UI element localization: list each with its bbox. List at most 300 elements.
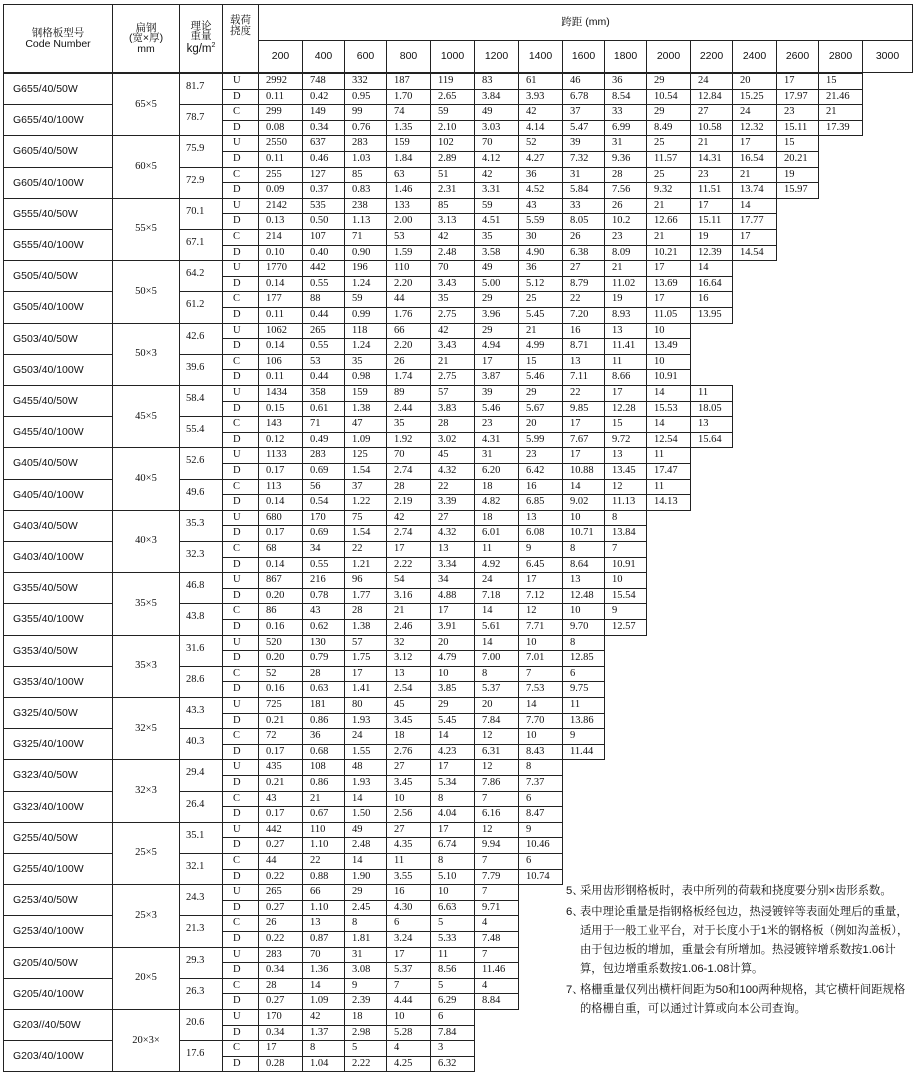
- span-cell-value: 7: [612, 543, 618, 554]
- span-cell: [776, 120, 819, 137]
- span-cell-value: 0.27: [266, 901, 285, 913]
- span-cell: [302, 978, 345, 995]
- span-cell-value: 0.86: [310, 777, 329, 788]
- span-cell-value: 3.34: [438, 558, 457, 570]
- table-notes: [566, 882, 911, 1021]
- flat-bar-size-value: 35×3: [135, 660, 157, 672]
- span-cell: [646, 213, 691, 230]
- load-type-label: U: [233, 511, 241, 523]
- header-code-en-label: Code Number: [25, 37, 91, 50]
- span-cell-value: 21: [394, 605, 405, 617]
- span-cell: [474, 385, 519, 402]
- span-cell: [386, 354, 431, 371]
- span-cell-value: 14: [310, 979, 321, 991]
- span-cell: [562, 151, 605, 168]
- load-type-label: D: [233, 153, 241, 164]
- span-cell-value: 44: [266, 855, 277, 866]
- load-type: [222, 791, 259, 808]
- span-cell: [344, 884, 387, 901]
- span-cell: [344, 276, 387, 293]
- load-type: [222, 869, 259, 886]
- theoretical-weight: [179, 135, 223, 167]
- span-cell-value: 10: [570, 511, 581, 523]
- span-cell: [474, 697, 519, 714]
- load-type: [222, 167, 259, 184]
- span-cell: [430, 681, 475, 698]
- load-type: [222, 447, 259, 464]
- span-cell-value: 85: [352, 168, 363, 180]
- span-cell: [258, 603, 303, 620]
- span-value: 1000: [440, 50, 465, 63]
- code-number: G555/40/50W: [13, 207, 78, 220]
- weight-value: 35.1: [186, 829, 205, 841]
- weight-value: 72.9: [186, 174, 205, 186]
- span-cell: [818, 104, 863, 121]
- theoretical-weight: [179, 853, 223, 885]
- span-cell-value: 22: [310, 855, 321, 866]
- span-cell-value: 2.56: [394, 808, 413, 820]
- span-cell: [302, 369, 345, 386]
- span-cell-value: 0.11: [266, 309, 284, 320]
- span-cell: [430, 1009, 475, 1026]
- header-weight-label: 重量: [190, 30, 212, 43]
- span-cell-value: 71: [352, 231, 363, 242]
- load-type-label: U: [233, 1011, 241, 1022]
- weight-value: 40.3: [186, 736, 205, 748]
- header-weight-unit-sup: 2: [211, 41, 216, 49]
- span-cell: [732, 229, 777, 246]
- span-cell-value: 20.21: [784, 153, 808, 164]
- span-cell-value: 37: [352, 480, 363, 492]
- span-cell-value: 23: [526, 449, 537, 461]
- load-type-label: C: [233, 543, 241, 554]
- span-cell: [302, 135, 345, 152]
- span-cell-value: 13: [612, 324, 623, 336]
- span-cell-value: 7.56: [612, 184, 631, 196]
- span-cell: [690, 104, 733, 121]
- span-cell: [430, 1040, 475, 1057]
- span-cell-value: 11: [654, 449, 665, 461]
- span-cell: [518, 416, 563, 433]
- span-cell-value: 187: [394, 75, 410, 86]
- span-cell-value: 127: [310, 168, 326, 180]
- span-cell-value: 7.84: [482, 714, 501, 726]
- row-code: [3, 697, 113, 729]
- span-cell: [646, 432, 691, 449]
- span-cell: [258, 681, 303, 698]
- span-cell: [302, 869, 345, 886]
- span-cell-value: 0.88: [310, 870, 329, 882]
- span-cell-value: 2.31: [438, 184, 457, 196]
- span-cell: [562, 167, 605, 184]
- span-cell-value: 5.84: [570, 184, 589, 196]
- header-load-label: 载荷: [230, 14, 251, 26]
- span-cell: [302, 541, 345, 558]
- span-cell-value: 3.91: [438, 621, 457, 632]
- load-type: [222, 213, 259, 230]
- load-type: [222, 915, 259, 932]
- span-cell-value: 9: [526, 543, 532, 554]
- span-cell: [562, 666, 605, 683]
- span-cell: [732, 89, 777, 106]
- span-cell-value: 283: [352, 137, 368, 149]
- weight-value: 21.3: [186, 923, 205, 935]
- span-cell-value: 17: [740, 137, 751, 149]
- span-cell-value: 17.97: [784, 90, 808, 102]
- span-cell: [430, 915, 475, 932]
- span-cell-value: 4.23: [438, 745, 457, 757]
- span-cell: [646, 401, 691, 418]
- span-cell: [604, 260, 647, 277]
- span-cell-value: 2.45: [352, 901, 371, 913]
- load-type-label: U: [233, 75, 241, 86]
- span-cell: [302, 447, 345, 464]
- span-cell: [302, 993, 345, 1010]
- span-cell-value: 1.41: [352, 683, 371, 695]
- span-cell-value: 0.46: [310, 153, 329, 164]
- span-cell-value: 5.59: [526, 215, 545, 227]
- span-cell: [430, 307, 475, 324]
- span-cell-value: 10: [654, 324, 665, 336]
- span-cell-value: 8: [438, 855, 444, 866]
- span-cell-value: 6.29: [438, 995, 457, 1007]
- span-cell-value: 20: [526, 418, 537, 430]
- theoretical-weight: [179, 73, 223, 105]
- span-cell: [344, 494, 387, 511]
- span-cell: [604, 276, 647, 293]
- span-cell-value: 9.32: [654, 184, 673, 196]
- span-cell-value: 23: [612, 231, 623, 242]
- span-cell-value: 12.85: [570, 652, 594, 664]
- span-cell: [344, 307, 387, 324]
- span-cell-value: 0.08: [266, 121, 285, 133]
- span-cell: [604, 167, 647, 184]
- span-cell-value: 5.10: [438, 870, 457, 882]
- theoretical-weight: [179, 385, 223, 417]
- span-cell-value: 0.55: [310, 558, 329, 570]
- span-cell: [474, 291, 519, 308]
- weight-value: 78.7: [186, 112, 205, 124]
- span-cell: [474, 744, 519, 761]
- span-cell-value: 0.15: [266, 402, 285, 414]
- span-cell-value: 11: [570, 699, 581, 710]
- span-cell: [646, 198, 691, 215]
- load-type-label: D: [233, 402, 241, 414]
- span-cell-value: 22: [438, 480, 449, 492]
- flat-bar-size: [112, 1009, 180, 1072]
- load-type: [222, 135, 259, 152]
- span-cell-value: 12.48: [570, 589, 594, 601]
- span-cell-value: 11.02: [612, 277, 636, 289]
- span-cell-value: 4.35: [394, 839, 413, 851]
- header-flat-bar-flat-bar: 扁钢: [135, 21, 157, 34]
- row-code: [3, 385, 113, 417]
- span-cell: [258, 728, 303, 745]
- load-type-label: U: [233, 948, 241, 960]
- span-cell: [562, 650, 605, 667]
- span-cell: [302, 900, 345, 917]
- span-cell: [430, 291, 475, 308]
- load-type-label: D: [233, 496, 241, 508]
- span-cell: [646, 276, 691, 293]
- span-cell-value: 89: [394, 387, 405, 398]
- span-cell: [344, 479, 387, 496]
- span-cell: [302, 338, 345, 355]
- span-cell: [430, 432, 475, 449]
- span-cell: [562, 198, 605, 215]
- span-cell: [344, 619, 387, 636]
- span-cell: [258, 307, 303, 324]
- code-number: G255/40/50W: [13, 831, 78, 844]
- span-cell: [646, 120, 691, 137]
- load-type-label: D: [233, 870, 241, 882]
- header-span-1400: [518, 40, 563, 73]
- span-cell-value: 2.10: [438, 121, 457, 133]
- span-cell: [386, 1040, 431, 1057]
- span-cell-value: 9.85: [570, 402, 589, 414]
- span-cell: [344, 791, 387, 808]
- span-cell-value: 72: [266, 730, 277, 742]
- load-type: [222, 432, 259, 449]
- span-cell: [646, 245, 691, 262]
- span-cell-value: 0.44: [310, 371, 329, 383]
- span-cell-value: 196: [352, 262, 368, 274]
- span-cell-value: 19: [612, 293, 623, 305]
- span-cell: [430, 822, 475, 839]
- span-cell: [732, 151, 777, 168]
- span-cell: [732, 120, 777, 137]
- span-cell-value: 7.67: [570, 433, 589, 445]
- span-cell: [518, 557, 563, 574]
- span-cell: [302, 354, 345, 371]
- span-cell: [474, 245, 519, 262]
- span-cell-value: 4.88: [438, 589, 457, 601]
- span-cell-value: 4: [394, 1042, 400, 1054]
- span-cell: [302, 884, 345, 901]
- note-number: 6、: [566, 906, 584, 918]
- span-cell: [732, 167, 777, 184]
- code-number: G655/40/50W: [13, 82, 78, 95]
- header-span-3000: [862, 40, 913, 73]
- span-cell-value: 0.86: [310, 714, 329, 726]
- weight-value: 32.1: [186, 861, 205, 872]
- span-cell: [430, 588, 475, 605]
- span-cell-value: 88: [310, 293, 321, 305]
- code-number: G405/40/50W: [13, 457, 78, 470]
- span-cell: [690, 260, 733, 277]
- weight-value: 26.4: [186, 798, 205, 810]
- span-cell-value: 9: [526, 823, 532, 835]
- code-number: G253/40/100W: [13, 925, 84, 938]
- span-cell-value: 15.11: [698, 215, 722, 227]
- span-cell-value: 31: [612, 137, 623, 149]
- span-cell: [474, 557, 519, 574]
- span-cell: [562, 182, 605, 199]
- span-cell: [344, 120, 387, 137]
- span-cell-value: 1133: [266, 449, 287, 461]
- span-cell: [430, 947, 475, 964]
- span-cell: [344, 915, 387, 932]
- span-cell-value: 11.44: [570, 745, 594, 757]
- theoretical-weight: [179, 541, 223, 573]
- span-cell-value: 9: [570, 730, 576, 742]
- span-cell-value: 1.55: [352, 745, 371, 757]
- span-cell: [690, 120, 733, 137]
- span-cell: [518, 167, 563, 184]
- span-cell-value: 15: [612, 418, 623, 430]
- theoretical-weight: [179, 104, 223, 136]
- span-cell: [258, 650, 303, 667]
- span-cell-value: 42: [310, 1011, 321, 1022]
- span-cell-value: 6.01: [482, 527, 501, 539]
- span-cell: [302, 260, 345, 277]
- span-cell: [386, 494, 431, 511]
- span-cell: [818, 73, 863, 90]
- span-cell-value: 29: [482, 293, 493, 305]
- span-cell: [302, 1056, 345, 1073]
- span-cell: [430, 245, 475, 262]
- span-cell-value: 1.81: [352, 933, 371, 944]
- span-cell: [344, 588, 387, 605]
- span-cell-value: 3.13: [438, 215, 457, 227]
- span-cell: [604, 494, 647, 511]
- span-cell: [776, 167, 819, 184]
- span-cell: [518, 245, 563, 262]
- flat-bar-size-value: 25×3: [135, 909, 157, 921]
- load-type: [222, 463, 259, 480]
- span-cell: [258, 291, 303, 308]
- span-cell-value: 5.28: [394, 1026, 413, 1038]
- span-cell-value: 1770: [266, 262, 287, 274]
- weight-value: 39.6: [186, 361, 205, 373]
- code-number: G325/40/50W: [13, 706, 78, 719]
- load-type: [222, 385, 259, 402]
- span-cell: [474, 931, 519, 948]
- span-cell-value: 57: [352, 636, 363, 648]
- span-cell: [258, 806, 303, 823]
- span-cell: [430, 603, 475, 620]
- span-cell: [302, 962, 345, 979]
- load-type: [222, 541, 259, 558]
- span-cell: [430, 619, 475, 636]
- span-cell: [474, 900, 519, 917]
- span-cell: [344, 900, 387, 917]
- span-cell-value: 8: [570, 636, 576, 648]
- span-cell-value: 7.37: [526, 777, 545, 788]
- span-cell-value: 2.54: [394, 683, 413, 695]
- span-cell: [258, 182, 303, 199]
- span-cell: [344, 198, 387, 215]
- span-cell: [474, 603, 519, 620]
- theoretical-weight: [179, 510, 223, 542]
- span-cell: [646, 416, 691, 433]
- span-cell-value: 27: [394, 823, 405, 835]
- span-cell-value: 1062: [266, 324, 287, 336]
- span-cell: [518, 635, 563, 652]
- span-cell-value: 29: [438, 699, 449, 710]
- load-type-label: D: [233, 839, 241, 851]
- row-code: [3, 510, 113, 542]
- theoretical-weight: [179, 572, 223, 604]
- span-cell: [386, 182, 431, 199]
- span-cell: [474, 681, 519, 698]
- span-value: 2800: [828, 50, 853, 63]
- span-cell: [258, 822, 303, 839]
- flat-bar-size-value: 32×3: [135, 784, 157, 796]
- span-cell: [562, 229, 605, 246]
- span-cell: [430, 978, 475, 995]
- span-cell: [518, 837, 563, 854]
- span-cell-value: 238: [352, 199, 368, 211]
- span-cell: [344, 182, 387, 199]
- span-cell-value: 6.31: [482, 745, 501, 757]
- span-cell-value: 35: [438, 293, 449, 305]
- span-cell-value: 0.40: [310, 246, 329, 258]
- span-cell: [258, 276, 303, 293]
- span-cell-value: 10.91: [612, 558, 636, 570]
- span-cell: [562, 510, 605, 527]
- span-cell: [344, 635, 387, 652]
- span-cell: [646, 260, 691, 277]
- span-cell: [258, 73, 303, 90]
- note-number: 5、: [566, 885, 584, 897]
- theoretical-weight: [179, 1040, 223, 1072]
- span-cell-value: 1.21: [352, 558, 371, 570]
- span-cell: [604, 619, 647, 636]
- span-cell-value: 520: [266, 636, 282, 648]
- span-cell: [562, 120, 605, 137]
- code-number: G255/40/100W: [13, 862, 84, 875]
- flat-bar-size-value: 32×5: [135, 722, 157, 734]
- span-value: 1600: [571, 50, 596, 63]
- span-cell: [302, 198, 345, 215]
- span-cell: [386, 947, 431, 964]
- span-cell-value: 299: [266, 106, 282, 118]
- span-cell: [258, 915, 303, 932]
- span-cell-value: 2.65: [438, 90, 457, 102]
- span-cell-value: 44: [394, 293, 405, 305]
- span-cell-value: 3.55: [394, 870, 413, 882]
- span-cell-value: 10: [654, 355, 665, 367]
- span-cell-value: 59: [482, 199, 493, 211]
- span-cell: [386, 463, 431, 480]
- load-type: [222, 104, 259, 121]
- span-cell-value: 11: [482, 543, 493, 554]
- span-cell-value: 47: [352, 418, 363, 430]
- span-cell-value: 20: [438, 636, 449, 648]
- span-cell-value: 39: [570, 137, 581, 149]
- weight-value: 32.3: [186, 549, 205, 560]
- weight-value: 31.6: [186, 642, 205, 654]
- span-cell-value: 1.13: [352, 215, 371, 227]
- span-cell-value: 1.03: [352, 153, 371, 164]
- span-cell-value: 17: [698, 199, 709, 211]
- span-cell: [302, 931, 345, 948]
- span-cell: [344, 135, 387, 152]
- span-cell-value: 108: [310, 761, 326, 773]
- span-cell: [518, 666, 563, 683]
- span-cell: [818, 89, 863, 106]
- load-type: [222, 978, 259, 995]
- span-cell: [518, 73, 563, 90]
- span-cell: [562, 479, 605, 496]
- header-weight-unit: [187, 42, 216, 56]
- span-cell-value: 1.24: [352, 277, 371, 289]
- span-cell-value: 6: [526, 792, 532, 804]
- span-cell: [604, 245, 647, 262]
- span-cell: [386, 1009, 431, 1026]
- row-code: [3, 572, 113, 604]
